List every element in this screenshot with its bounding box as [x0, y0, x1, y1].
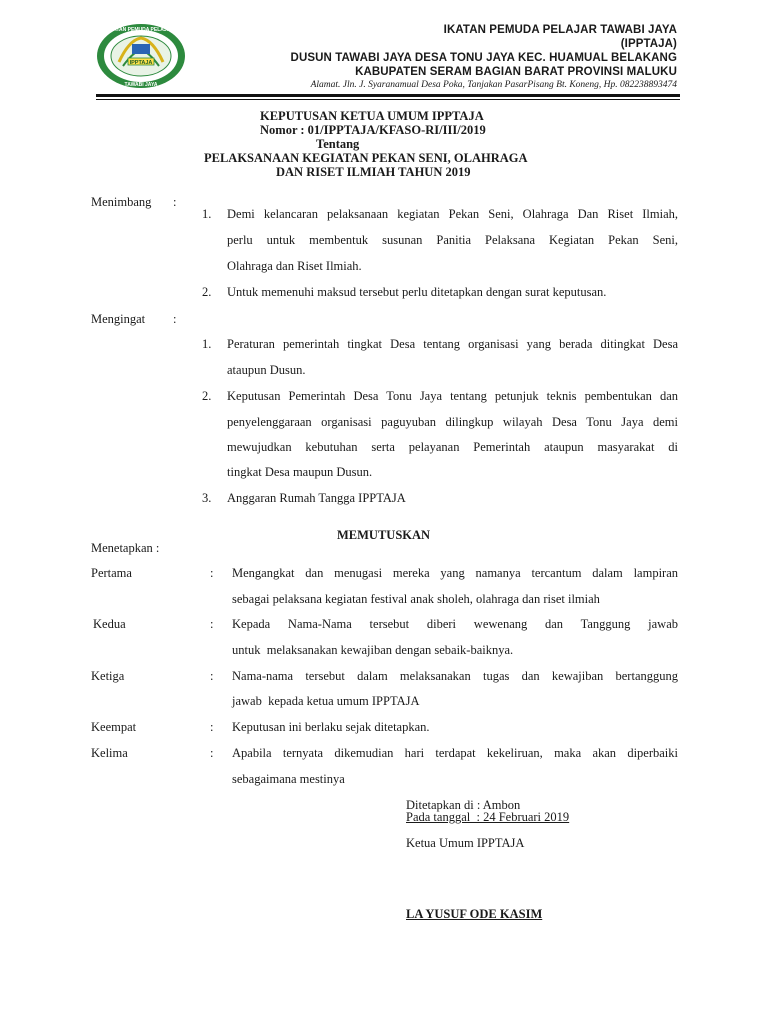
decision-heading: MEMUTUSKAN	[337, 528, 431, 542]
organization-logo	[95, 22, 187, 90]
letterhead-divider-thin	[96, 99, 680, 100]
letterhead	[0, 0, 768, 100]
list-number: 1.	[202, 207, 212, 221]
section-colon: :	[173, 312, 177, 326]
decision-label: Ketiga	[91, 669, 125, 683]
decision-line: sebagaimana mestinya	[232, 772, 345, 786]
logo-inner-text: IPPTAJA	[129, 60, 153, 66]
decision-label: Kedua	[93, 617, 126, 631]
list-item-line: ataupun Dusun.	[227, 363, 306, 377]
list-number: 2.	[202, 389, 212, 403]
signatory-name: LA YUSUF ODE KASIM	[406, 907, 543, 921]
org-contact-address: Alamat. Jln. J. Syaranamual Desa Poka, Tanjakan PasarPisang Bt. Koneng, Hp. 082238893474	[310, 80, 677, 90]
logo-ring-top-text: IKATAN PEMUDA PELAJAR	[108, 27, 174, 33]
decision-label: Kelima	[91, 746, 128, 760]
section-colon: :	[210, 566, 214, 580]
decision-line: Keputusan ini berlaku sejak ditetapkan.	[232, 720, 430, 734]
list-item-line: Demi kelancaran pelaksanaan kegiatan Pekan Seni, Olahraga Dan Riset Ilmiah,	[227, 207, 678, 221]
decree-number: Nomor : 01/IPPTAJA/KFASO-RI/III/2019	[260, 123, 486, 137]
signature-place: Ditetapkan di : Ambon	[406, 798, 521, 812]
letterhead-divider-thick	[96, 94, 680, 97]
list-number: 3.	[202, 491, 212, 505]
org-name: IKATAN PEMUDA PELAJAR TAWABI JAYA	[443, 24, 677, 36]
decision-line: Mengangkat dan menugasi mereka yang namanya tercantum dalam lampiran	[232, 566, 678, 580]
decision-line: Kepada Nama-Nama tersebut diberi wewenang dan Tanggung jawab	[232, 617, 678, 631]
decision-line: jawab kepada ketua umum IPPTAJA	[232, 694, 420, 708]
org-region-line: KABUPATEN SERAM BAGIAN BARAT PROVINSI MALUKU	[355, 66, 677, 78]
decree-about: Tentang	[316, 137, 360, 151]
list-item-line: mewujudkan kebutuhan serta pelayanan Pemerintah ataupun masyarakat di	[227, 440, 678, 454]
list-item-line: Anggaran Rumah Tangga IPPTAJA	[227, 491, 406, 505]
list-number: 2.	[202, 285, 212, 299]
decision-label: Keempat	[91, 720, 137, 734]
decision-line: untuk melaksanakan kewajiban dengan sebaik-baiknya.	[232, 643, 514, 657]
section-colon: :	[210, 746, 214, 760]
section-colon: :	[210, 720, 214, 734]
signatory-role: Ketua Umum IPPTAJA	[406, 836, 525, 850]
section-colon: :	[210, 617, 214, 631]
signature-date: Pada tanggal : 24 Februari 2019	[406, 810, 570, 824]
decision-label: Pertama	[91, 566, 132, 580]
section-colon: :	[210, 669, 214, 683]
list-item-line: Untuk memenuhi maksud tersebut perlu ditetapkan dengan surat keputusan.	[227, 285, 607, 299]
decree-title: KEPUTUSAN KETUA UMUM IPPTAJA	[260, 109, 484, 123]
list-item-line: penyelenggaraan organisasi paguyuban dilingkup wilayah Desa Tonu Jaya demi	[227, 415, 678, 429]
list-item-line: Keputusan Pemerintah Desa Tonu Jaya tentang petunjuk teknis pembentukan dan	[227, 389, 678, 403]
list-item-line: Olahraga dan Riset Ilmiah.	[227, 259, 362, 273]
org-address-line: DUSUN TAWABI JAYA DESA TONU JAYA KEC. HUAMUAL BELAKANG	[290, 52, 677, 64]
section-label-menimbang: Menimbang	[91, 195, 152, 209]
section-colon: :	[173, 195, 177, 209]
list-item-line: tingkat Desa maupun Dusun.	[227, 465, 373, 479]
list-item-line: Peraturan pemerintah tingkat Desa tentang organisasi yang berada ditingkat Desa	[227, 337, 678, 351]
decision-line: sebagai pelaksana kegiatan festival anak sholeh, olahraga dan riset ilmiah	[232, 592, 600, 606]
section-label-mengingat: Mengingat	[91, 312, 146, 326]
decree-subject-line-1: PELAKSANAAN KEGIATAN PEKAN SENI, OLAHRAGA	[204, 151, 528, 165]
logo-ring-bottom-text: TAWABI JAYA	[124, 82, 158, 88]
list-item-line: perlu untuk membentuk susunan Panitia Pelaksana Kegiatan Pekan Seni,	[227, 233, 678, 247]
decision-line: Nama-nama tersebut dalam melaksanakan tugas dan kewajiban bertanggung	[232, 669, 678, 683]
list-number: 1.	[202, 337, 212, 351]
decree-subject-line-2: DAN RISET ILMIAH TAHUN 2019	[276, 165, 471, 179]
org-abbreviation: (IPPTAJA)	[620, 38, 677, 50]
section-label-menetapkan: Menetapkan :	[91, 541, 160, 555]
decision-line: Apabila ternyata dikemudian hari terdapat kekeliruan, maka akan diperbaiki	[232, 746, 678, 760]
